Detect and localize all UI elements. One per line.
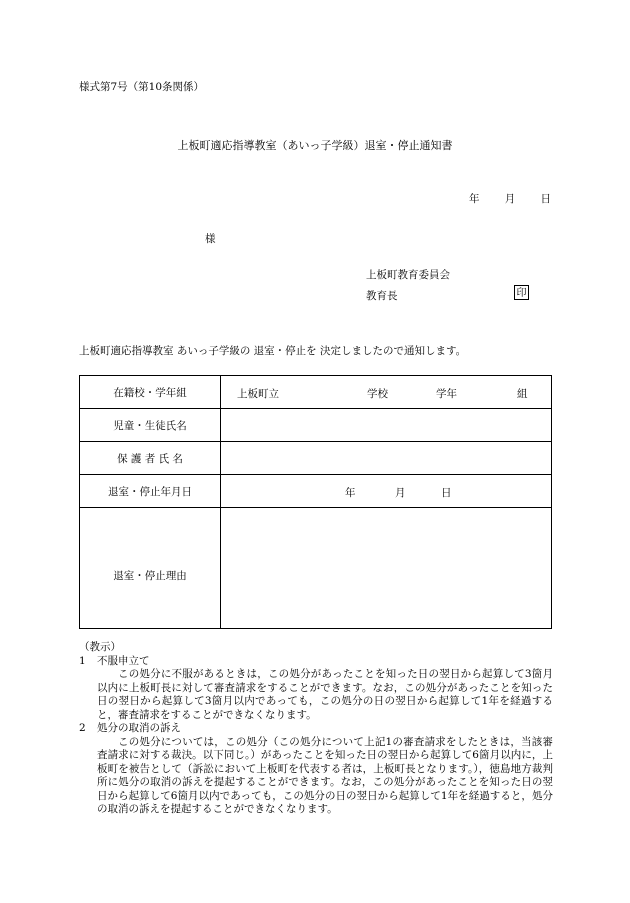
grade-suffix: 学年 bbox=[436, 388, 457, 400]
instruction-item bbox=[79, 655, 553, 669]
table-row bbox=[80, 409, 552, 442]
leave-day-label: 日 bbox=[441, 487, 452, 499]
item-title: 処分の取消の訴え bbox=[97, 722, 181, 734]
school-grade-field[interactable] bbox=[221, 376, 552, 409]
instruction-heading: （教示） bbox=[79, 641, 121, 653]
instruction-item bbox=[79, 722, 553, 736]
notice-text: 上板町適応指導教室 あいっ子学級の 退室・停止を 決定しましたので通知します。 bbox=[79, 345, 467, 357]
guardian-name-field[interactable] bbox=[221, 442, 552, 475]
issuer-organization: 上板町教育委員会 bbox=[366, 269, 450, 281]
student-name-field[interactable] bbox=[221, 409, 552, 442]
instruction-section bbox=[79, 641, 553, 817]
guardian-name-label: 保 護 者 氏 名 bbox=[80, 442, 221, 475]
table-row bbox=[80, 442, 552, 475]
document-title: 上板町適応指導教室（あいっ子学級）退室・停止通知書 bbox=[177, 139, 453, 152]
table-row bbox=[80, 376, 552, 409]
school-suffix: 学校 bbox=[367, 388, 388, 400]
date-month-label: 月 bbox=[504, 193, 516, 205]
class-suffix: 組 bbox=[517, 388, 528, 400]
table-row bbox=[80, 508, 552, 629]
issue-date bbox=[469, 191, 551, 206]
leave-month-label: 月 bbox=[395, 487, 406, 499]
info-table bbox=[79, 375, 552, 629]
item-number: 1 bbox=[79, 654, 86, 667]
item-number: 2 bbox=[79, 722, 86, 734]
appeal-text: この処分に不服があるときは，この処分があったことを知った日の翌日から起算して3箇月以内に上板町長に対して審査請求をすることができます。なお，この処分があったことを知った日の翌日から起算して3箇月以内であっても，この処分の日の翌日から起算して1年を経過すると，審査請求をすることができなくなります。 bbox=[97, 668, 553, 721]
date-year-label: 年 bbox=[469, 193, 480, 205]
form-number: 様式第7号（第10条関係） bbox=[79, 81, 205, 93]
issuer-title: 教育長 bbox=[366, 290, 398, 302]
addressee-suffix: 様 bbox=[205, 233, 216, 245]
date-day-label: 日 bbox=[540, 193, 551, 205]
town-school-prefix: 上板町立 bbox=[237, 388, 279, 400]
leave-date-field[interactable] bbox=[221, 475, 552, 508]
lawsuit-text: この処分については，この処分（この処分について上記1の審査請求をしたときは，当該審査請求に対する裁決。以下同じ。）があったことを知った日の翌日から起算して6箇月以内に，上板町を被告として（訴訟において上板町を代表する者は，上板町長となります。），徳島地方裁判所に処分の取消の訴えを提起することができます。なお，この処分があったことを知った日の翌日から起算して6箇月以内であっても，この処分の日の翌日から起算して1年を経過すると，処分の取消の訴えを提起することができなくなります。 bbox=[97, 735, 553, 815]
leave-year-label: 年 bbox=[345, 487, 356, 499]
leave-reason-field[interactable] bbox=[221, 508, 552, 629]
seal-mark: 印 bbox=[514, 285, 529, 300]
school-grade-label: 在籍校・学年組 bbox=[80, 376, 221, 409]
leave-reason-label: 退室・停止理由 bbox=[80, 508, 221, 629]
table-row bbox=[80, 475, 552, 508]
item-title: 不服申立て bbox=[97, 654, 150, 667]
student-name-label: 児童・生徒氏名 bbox=[80, 409, 221, 442]
leave-date-label: 退室・停止年月日 bbox=[80, 475, 221, 508]
